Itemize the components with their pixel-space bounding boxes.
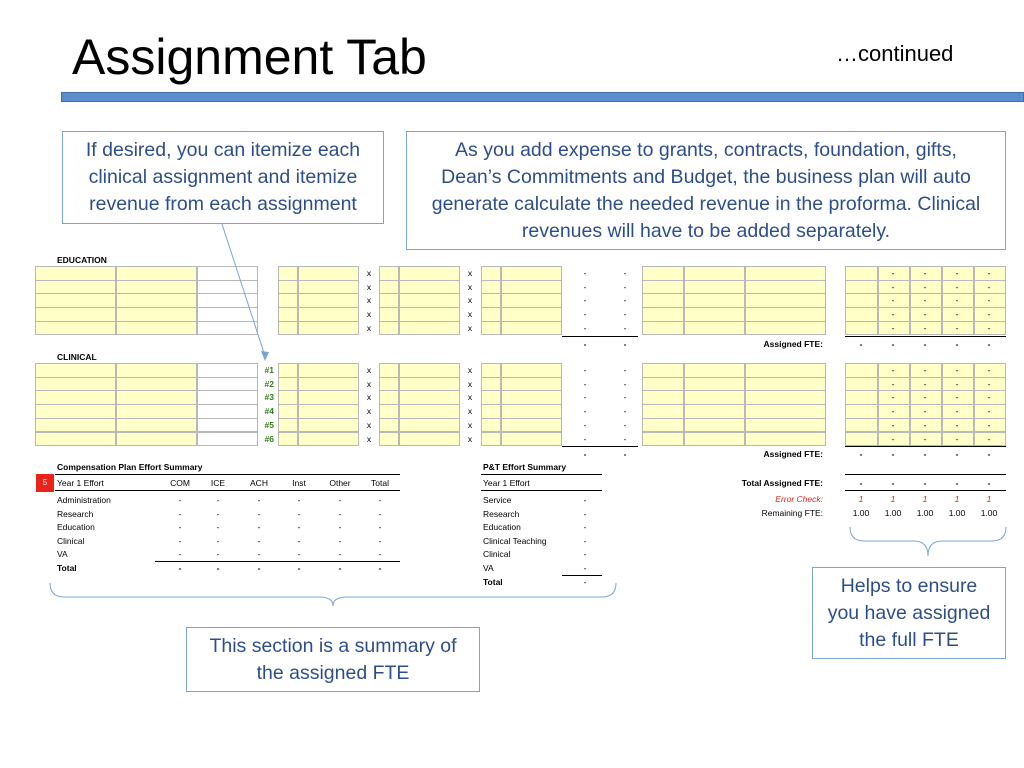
education-value: - [623,309,627,320]
comp-summary-value: - [297,508,301,519]
clinical-fte-value: - [955,406,959,417]
remaining-fte-label: Remaining FTE: [761,508,823,518]
education-fte-value: - [891,295,895,306]
remaining-fte-value: 1.00 [916,508,934,518]
clinical-value: - [583,365,587,375]
education-fte-value: - [923,322,927,333]
summary-brace [50,583,616,606]
clinical-fte-value: - [955,365,959,375]
clinical-fte-value: - [955,419,959,430]
clinical-row-label: #3 [264,392,274,403]
education-fte-value: - [923,295,927,306]
comp-summary-value: - [338,549,342,560]
education-fte-value: - [987,309,991,320]
education-fte-value: - [955,295,959,306]
education-fte-value: - [891,281,895,292]
education-value: - [583,322,587,333]
pt-summary-total-label: Total [483,577,503,587]
total-assigned-fte-value: - [891,478,895,488]
clinical-fte-value: - [891,378,895,389]
clinical-row-label: #6 [264,433,274,444]
education-multiplier: x [467,322,473,333]
comp-summary-value: - [178,549,182,560]
pt-summary-row-label: Research [483,508,520,519]
callout-summary-text: This section is a summary of the assigned FTE [209,634,457,684]
pt-summary-value: - [583,535,587,546]
pt-summary-row-label: Clinical [483,549,511,560]
callout-itemize-text: If desired, you can itemize each clinical assignment and itemize revenue from each assignment [85,139,361,215]
comp-summary-total-value: - [338,563,342,573]
education-fte-value: - [923,309,927,320]
callout-pointer-line [222,224,265,356]
education-fte-value: - [987,322,991,333]
clinical-fte-value: - [923,406,927,417]
comp-summary-value: - [378,535,382,546]
clinical-row-label: #2 [264,378,274,389]
total-assigned-fte-value: - [987,478,991,488]
education-assigned-fte-label: Assigned FTE: [763,338,823,349]
clinical-fte-value: - [891,406,895,417]
education-fte-value: - [955,268,959,278]
comp-summary-row-label: Research [57,508,94,519]
comp-summary-value: - [257,495,261,505]
pt-summary-row-label: Clinical Teaching [483,535,547,546]
education-value: - [623,281,627,292]
clinical-multiplier: x [467,419,473,430]
clinical-fte-value: - [891,365,895,375]
comp-summary-title: Compensation Plan Effort Summary [57,462,203,472]
comp-summary-value: - [178,508,182,519]
education-value: - [583,309,587,320]
education-assigned-fte-value: - [859,338,863,349]
pt-summary-value: - [583,508,587,519]
education-fte-value: - [891,309,895,320]
comp-summary-total-value: - [297,563,301,573]
comp-summary-value: - [297,549,301,560]
clinical-value: - [623,419,627,430]
comp-summary-value: - [178,522,182,533]
clinical-sum: - [583,449,587,460]
total-assigned-fte-value: - [923,478,927,488]
clinical-fte-value: - [955,378,959,389]
comp-summary-value: - [257,535,261,546]
comp-summary-col-header: ICE [210,478,226,488]
comp-summary-value: - [297,495,301,505]
comp-summary-total-value: - [216,563,220,573]
education-assigned-fte-value: - [955,338,959,349]
clinical-multiplier: x [467,433,473,444]
education-multiplier: x [467,268,473,278]
clinical-fte-value: - [955,392,959,403]
comp-summary-value: - [257,522,261,533]
error-check-value: 1 [858,494,864,504]
education-multiplier: x [366,322,372,333]
clinical-assigned-fte-value: - [891,449,895,460]
comp-summary-value: - [297,522,301,533]
comp-summary-row-label: VA [57,549,68,560]
education-value: - [583,268,587,278]
error-check-value: 1 [954,494,960,504]
clinical-value: - [583,419,587,430]
education-sum: - [583,338,587,349]
clinical-fte-value: - [987,365,991,375]
error-check-value: 1 [922,494,928,504]
education-fte-value: - [891,322,895,333]
clinical-assigned-fte-value: - [859,449,863,460]
comp-summary-col-header: ACH [250,478,268,488]
clinical-sum: - [623,449,627,460]
clinical-assigned-fte-value: - [987,449,991,460]
pt-summary-first-col: Year 1 Effort [483,478,530,488]
comp-summary-value: - [216,495,220,505]
clinical-multiplier: x [366,392,372,403]
comp-summary-total-label: Total [57,563,77,573]
slide-title: Assignment Tab [72,29,427,85]
comp-summary-first-col: Year 1 Effort [57,478,104,488]
education-multiplier: x [467,309,473,320]
education-fte-value: - [955,309,959,320]
clinical-value: - [583,392,587,403]
comp-summary-value: - [378,495,382,505]
education-multiplier: x [366,295,372,306]
clinical-fte-value: - [987,406,991,417]
comp-summary-value: - [216,549,220,560]
education-section-label: EDUCATION [57,255,107,265]
education-assigned-fte-value: - [987,338,991,349]
comp-summary-total-value: - [257,563,261,573]
clinical-fte-value: - [987,433,991,444]
clinical-assigned-fte-value: - [955,449,959,460]
education-fte-value: - [987,281,991,292]
pt-summary-value: - [583,495,587,505]
education-fte-value: - [955,322,959,333]
pt-summary-value: - [583,522,587,533]
pt-summary-row-label: VA [483,563,494,573]
comp-summary-value: - [378,549,382,560]
comp-summary-value: - [178,535,182,546]
clinical-fte-value: - [891,419,895,430]
comp-summary-value: - [297,535,301,546]
clinical-multiplier: x [366,365,372,375]
pt-summary-total-value: - [583,577,587,587]
clinical-value: - [623,433,627,444]
clinical-value: - [583,378,587,389]
slide-subtitle: …continued [836,41,954,66]
clinical-assigned-fte-value: - [923,449,927,460]
fte-brace [850,527,1006,556]
error-check-value: 1 [986,494,992,504]
remaining-fte-value: 1.00 [884,508,902,518]
clinical-fte-value: - [923,419,927,430]
clinical-fte-value: - [891,433,895,444]
comp-summary-value: - [216,535,220,546]
education-sum: - [623,338,627,349]
remaining-fte-value: 1.00 [980,508,998,518]
comp-summary-col-header: COM [170,478,190,488]
remaining-fte-value: 1.00 [948,508,966,518]
clinical-multiplier: x [366,378,372,389]
comp-summary-row-label: Education [57,522,95,533]
pt-summary-title: P&T Effort Summary [483,462,567,472]
education-fte-value: - [891,268,895,278]
callout-expense-text: As you add expense to grants, contracts, foundation, gifts, Dean’s Commitments and Budget, the business plan will auto generate calculate the needed revenue in the proforma. Clinical revenues will have to be added separately. [431,138,981,242]
comp-summary-col-header: Inst [292,478,306,488]
comp-summary-value: - [338,508,342,519]
comp-summary-value: - [338,522,342,533]
comp-summary-row-label: Administration [57,495,111,505]
clinical-multiplier: x [467,365,473,375]
clinical-value: - [583,406,587,417]
education-multiplier: x [366,268,372,278]
clinical-multiplier: x [366,419,372,430]
comp-summary-row-label: Clinical [57,535,85,546]
education-assigned-fte-value: - [891,338,895,349]
education-value: - [583,281,587,292]
comp-summary-value: - [216,522,220,533]
clinical-fte-value: - [987,419,991,430]
comp-summary-value: - [257,508,261,519]
education-multiplier: x [366,281,372,292]
comp-summary-value: - [257,549,261,560]
remaining-fte-value: 1.00 [852,508,870,518]
error-check-label: Error Check: [775,494,823,504]
clinical-multiplier: x [467,406,473,417]
clinical-row-label: #1 [264,365,274,375]
education-value: - [623,295,627,306]
clinical-row-label: #5 [264,419,274,430]
comp-summary-value: - [338,495,342,505]
clinical-value: - [623,378,627,389]
clinical-fte-value: - [923,392,927,403]
education-assigned-fte-value: - [923,338,927,349]
clinical-assigned-fte-label: Assigned FTE: [763,449,823,460]
clinical-section-label: CLINICAL [57,352,97,362]
comp-summary-col-header: Other [329,478,351,488]
comp-summary-total-value: - [378,563,382,573]
education-fte-value: - [987,295,991,306]
clinical-value: - [623,365,627,375]
comp-summary-value: - [378,522,382,533]
callout-ensure-text: Helps to ensure you have assigned the full FTE [827,574,991,651]
clinical-fte-value: - [891,392,895,403]
clinical-fte-value: - [923,365,927,375]
pt-summary-row-label: Service [483,495,512,505]
pt-summary-value: - [583,563,587,573]
row-marker: 5 [36,474,54,492]
education-multiplier: x [467,281,473,292]
total-assigned-fte-label: Total Assigned FTE: [741,478,823,488]
education-fte-value: - [955,281,959,292]
clinical-multiplier: x [467,378,473,389]
callout-pointer-arrowhead [261,351,269,361]
clinical-fte-value: - [955,433,959,444]
comp-summary-value: - [338,535,342,546]
comp-summary-value: - [216,508,220,519]
total-assigned-fte-value: - [859,478,863,488]
clinical-fte-value: - [923,433,927,444]
comp-summary-value: - [378,508,382,519]
clinical-value: - [583,433,587,444]
clinical-fte-value: - [987,378,991,389]
education-fte-value: - [923,268,927,278]
clinical-multiplier: x [366,406,372,417]
comp-summary-value: - [178,495,182,505]
pt-summary-value: - [583,549,587,560]
education-fte-value: - [987,268,991,278]
education-multiplier: x [366,309,372,320]
clinical-fte-value: - [923,378,927,389]
pt-summary-row-label: Education [483,522,521,533]
education-value: - [623,322,627,333]
clinical-fte-value: - [987,392,991,403]
education-fte-value: - [923,281,927,292]
clinical-value: - [623,392,627,403]
total-assigned-fte-value: - [955,478,959,488]
clinical-row-label: #4 [264,406,274,417]
error-check-value: 1 [890,494,896,504]
comp-summary-col-header: Total [371,478,389,488]
clinical-value: - [623,406,627,417]
comp-summary-total-value: - [178,563,182,573]
education-value: - [583,295,587,306]
education-multiplier: x [467,295,473,306]
clinical-multiplier: x [467,392,473,403]
clinical-multiplier: x [366,433,372,444]
education-value: - [623,268,627,278]
